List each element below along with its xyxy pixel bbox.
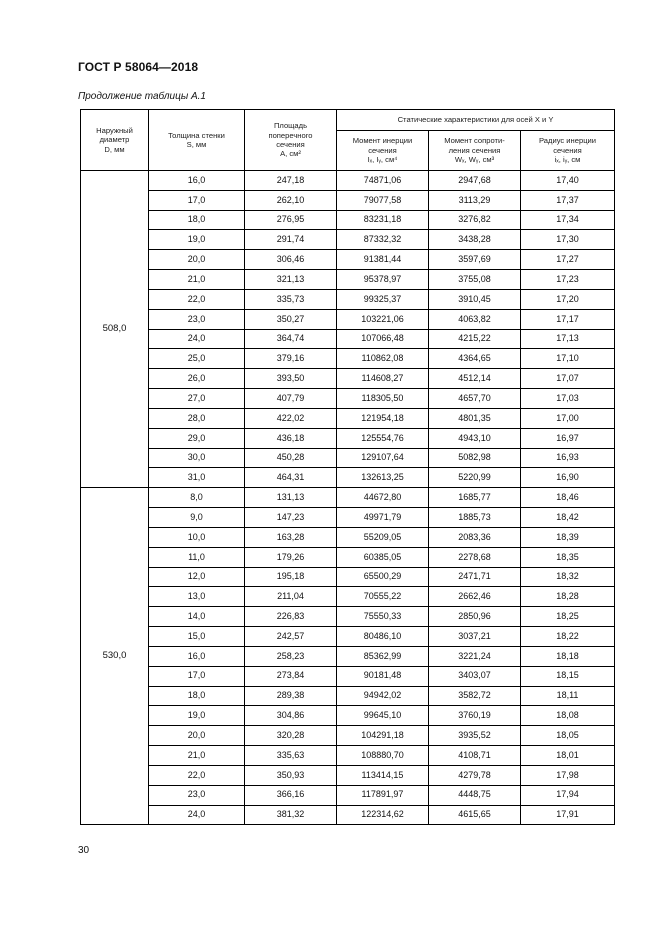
cell-moment-inertia: 113414,15 xyxy=(337,765,429,785)
cell-area: 320,28 xyxy=(245,726,337,746)
table-row xyxy=(81,726,615,746)
cell-area: 304,86 xyxy=(245,706,337,726)
cell-moment-inertia: 104291,18 xyxy=(337,726,429,746)
cell-moment-inertia: 60385,05 xyxy=(337,547,429,567)
cell-wall-thickness: 24,0 xyxy=(149,329,245,349)
table-row xyxy=(81,448,615,468)
table-row xyxy=(81,289,615,309)
cell-wall-thickness: 11,0 xyxy=(149,547,245,567)
table-row xyxy=(81,329,615,349)
cell-moment-inertia: 79077,58 xyxy=(337,190,429,210)
cell-radius-inertia: 17,91 xyxy=(521,805,615,825)
cell-area: 436,18 xyxy=(245,428,337,448)
cell-wall-thickness: 30,0 xyxy=(149,448,245,468)
table-body xyxy=(81,171,615,825)
cell-radius-inertia: 17,98 xyxy=(521,765,615,785)
page-number: 30 xyxy=(78,845,90,856)
cell-wall-thickness: 18,0 xyxy=(149,210,245,230)
cell-moment-resistance: 1885,73 xyxy=(429,508,521,528)
header-static-characteristics: Статические характеристики для осей X и Y xyxy=(337,110,615,131)
cell-moment-resistance: 4943,10 xyxy=(429,428,521,448)
cell-moment-resistance: 3582,72 xyxy=(429,686,521,706)
cell-moment-inertia: 103221,06 xyxy=(337,309,429,329)
cell-wall-thickness: 20,0 xyxy=(149,726,245,746)
cell-area: 422,02 xyxy=(245,408,337,428)
cell-area: 211,04 xyxy=(245,587,337,607)
cell-area: 289,38 xyxy=(245,686,337,706)
cell-moment-inertia: 125554,76 xyxy=(337,428,429,448)
cell-moment-inertia: 70555,22 xyxy=(337,587,429,607)
cell-area: 258,23 xyxy=(245,646,337,666)
cell-moment-inertia: 117891,97 xyxy=(337,785,429,805)
cell-moment-inertia: 75550,33 xyxy=(337,607,429,627)
document-header: ГОСТ Р 58064—2018 xyxy=(78,60,199,74)
table-row xyxy=(81,488,615,508)
cell-moment-inertia: 114608,27 xyxy=(337,369,429,389)
data-table xyxy=(80,109,615,825)
cell-moment-resistance: 3403,07 xyxy=(429,666,521,686)
cell-wall-thickness: 23,0 xyxy=(149,309,245,329)
cell-moment-inertia: 44672,80 xyxy=(337,488,429,508)
cell-wall-thickness: 16,0 xyxy=(149,171,245,191)
cell-moment-resistance: 4215,22 xyxy=(429,329,521,349)
cell-outer-diameter: 508,0 xyxy=(81,171,149,488)
table-row xyxy=(81,250,615,270)
cell-radius-inertia: 17,23 xyxy=(521,270,615,290)
cell-area: 163,28 xyxy=(245,527,337,547)
cell-moment-inertia: 99645,10 xyxy=(337,706,429,726)
cell-radius-inertia: 18,35 xyxy=(521,547,615,567)
cell-wall-thickness: 27,0 xyxy=(149,389,245,409)
cell-wall-thickness: 31,0 xyxy=(149,468,245,488)
table-row xyxy=(81,171,615,191)
cell-wall-thickness: 22,0 xyxy=(149,289,245,309)
cell-radius-inertia: 17,17 xyxy=(521,309,615,329)
cell-area: 364,74 xyxy=(245,329,337,349)
table-row xyxy=(81,270,615,290)
cell-wall-thickness: 9,0 xyxy=(149,508,245,528)
cell-moment-resistance: 3276,82 xyxy=(429,210,521,230)
table-row xyxy=(81,210,615,230)
cell-moment-resistance: 2083,36 xyxy=(429,527,521,547)
cell-wall-thickness: 28,0 xyxy=(149,408,245,428)
cell-wall-thickness: 23,0 xyxy=(149,785,245,805)
cell-moment-inertia: 65500,29 xyxy=(337,567,429,587)
header-moment-inertia: Момент инерции сечения Iₓ, Iᵧ, см⁴ xyxy=(337,131,429,171)
cell-moment-resistance: 3113,29 xyxy=(429,190,521,210)
cell-wall-thickness: 29,0 xyxy=(149,428,245,448)
cell-area: 273,84 xyxy=(245,666,337,686)
cell-moment-resistance: 5082,98 xyxy=(429,448,521,468)
cell-area: 226,83 xyxy=(245,607,337,627)
cell-wall-thickness: 14,0 xyxy=(149,607,245,627)
cell-wall-thickness: 8,0 xyxy=(149,488,245,508)
cell-radius-inertia: 17,07 xyxy=(521,369,615,389)
cell-moment-inertia: 132613,25 xyxy=(337,468,429,488)
cell-moment-resistance: 4448,75 xyxy=(429,785,521,805)
table-row xyxy=(81,666,615,686)
cell-wall-thickness: 19,0 xyxy=(149,706,245,726)
cell-radius-inertia: 17,10 xyxy=(521,349,615,369)
cell-radius-inertia: 17,13 xyxy=(521,329,615,349)
cell-radius-inertia: 18,15 xyxy=(521,666,615,686)
table-row xyxy=(81,230,615,250)
cell-radius-inertia: 18,25 xyxy=(521,607,615,627)
cell-area: 179,26 xyxy=(245,547,337,567)
table-caption: Продолжение таблицы А.1 xyxy=(78,91,206,102)
cell-moment-inertia: 80486,10 xyxy=(337,627,429,647)
cell-wall-thickness: 17,0 xyxy=(149,666,245,686)
cell-radius-inertia: 17,34 xyxy=(521,210,615,230)
cell-wall-thickness: 20,0 xyxy=(149,250,245,270)
cell-moment-resistance: 3597,69 xyxy=(429,250,521,270)
cell-moment-inertia: 108880,70 xyxy=(337,746,429,766)
cell-area: 407,79 xyxy=(245,389,337,409)
cell-moment-inertia: 55209,05 xyxy=(337,527,429,547)
cell-moment-resistance: 2947,68 xyxy=(429,171,521,191)
cell-moment-resistance: 2471,71 xyxy=(429,567,521,587)
cell-moment-resistance: 4108,71 xyxy=(429,746,521,766)
cell-wall-thickness: 18,0 xyxy=(149,686,245,706)
table-row xyxy=(81,607,615,627)
cell-moment-inertia: 118305,50 xyxy=(337,389,429,409)
cell-wall-thickness: 19,0 xyxy=(149,230,245,250)
cell-outer-diameter: 530,0 xyxy=(81,488,149,825)
table-row xyxy=(81,567,615,587)
cell-area: 291,74 xyxy=(245,230,337,250)
cell-area: 306,46 xyxy=(245,250,337,270)
cell-area: 321,13 xyxy=(245,270,337,290)
cell-wall-thickness: 24,0 xyxy=(149,805,245,825)
cell-radius-inertia: 17,94 xyxy=(521,785,615,805)
cell-wall-thickness: 26,0 xyxy=(149,369,245,389)
cell-radius-inertia: 18,18 xyxy=(521,646,615,666)
table-row xyxy=(81,785,615,805)
cell-moment-resistance: 5220,99 xyxy=(429,468,521,488)
cell-area: 366,16 xyxy=(245,785,337,805)
cell-radius-inertia: 18,46 xyxy=(521,488,615,508)
table-row xyxy=(81,369,615,389)
cell-moment-inertia: 122314,62 xyxy=(337,805,429,825)
table-row xyxy=(81,706,615,726)
cell-moment-resistance: 2850,96 xyxy=(429,607,521,627)
cell-moment-resistance: 2278,68 xyxy=(429,547,521,567)
header-area: Площадь поперечного сечения A, см² xyxy=(245,110,337,171)
cell-wall-thickness: 15,0 xyxy=(149,627,245,647)
cell-area: 393,50 xyxy=(245,369,337,389)
cell-radius-inertia: 18,28 xyxy=(521,587,615,607)
cell-area: 335,73 xyxy=(245,289,337,309)
cell-moment-resistance: 2662,46 xyxy=(429,587,521,607)
header-outer-diameter: Наружный диаметр D, мм xyxy=(81,110,149,171)
cell-radius-inertia: 17,37 xyxy=(521,190,615,210)
table-row xyxy=(81,746,615,766)
cell-radius-inertia: 18,39 xyxy=(521,527,615,547)
cell-wall-thickness: 10,0 xyxy=(149,527,245,547)
table-row xyxy=(81,508,615,528)
table-row xyxy=(81,190,615,210)
header-radius-inertia: Радиус инерции сечения iₓ, iᵧ, см xyxy=(521,131,615,171)
cell-radius-inertia: 17,40 xyxy=(521,171,615,191)
table-row xyxy=(81,408,615,428)
table-row xyxy=(81,389,615,409)
cell-wall-thickness: 16,0 xyxy=(149,646,245,666)
table-row xyxy=(81,468,615,488)
cell-moment-resistance: 4512,14 xyxy=(429,369,521,389)
cell-wall-thickness: 13,0 xyxy=(149,587,245,607)
table-row xyxy=(81,646,615,666)
cell-area: 247,18 xyxy=(245,171,337,191)
cell-wall-thickness: 12,0 xyxy=(149,567,245,587)
cell-wall-thickness: 17,0 xyxy=(149,190,245,210)
cell-radius-inertia: 18,08 xyxy=(521,706,615,726)
cell-moment-inertia: 121954,18 xyxy=(337,408,429,428)
cell-moment-inertia: 107066,48 xyxy=(337,329,429,349)
cell-radius-inertia: 17,30 xyxy=(521,230,615,250)
cell-radius-inertia: 18,42 xyxy=(521,508,615,528)
cell-radius-inertia: 16,97 xyxy=(521,428,615,448)
cell-radius-inertia: 18,01 xyxy=(521,746,615,766)
cell-moment-inertia: 94942,02 xyxy=(337,686,429,706)
cell-area: 350,93 xyxy=(245,765,337,785)
cell-moment-resistance: 4063,82 xyxy=(429,309,521,329)
cell-area: 276,95 xyxy=(245,210,337,230)
cell-moment-inertia: 91381,44 xyxy=(337,250,429,270)
cell-radius-inertia: 17,00 xyxy=(521,408,615,428)
cell-moment-inertia: 74871,06 xyxy=(337,171,429,191)
table-row xyxy=(81,627,615,647)
table-row xyxy=(81,587,615,607)
cell-radius-inertia: 18,05 xyxy=(521,726,615,746)
cell-moment-resistance: 4801,35 xyxy=(429,408,521,428)
cell-area: 450,28 xyxy=(245,448,337,468)
cell-radius-inertia: 17,20 xyxy=(521,289,615,309)
cell-radius-inertia: 16,90 xyxy=(521,468,615,488)
cell-radius-inertia: 16,93 xyxy=(521,448,615,468)
cell-moment-inertia: 83231,18 xyxy=(337,210,429,230)
cell-area: 147,23 xyxy=(245,508,337,528)
cell-area: 381,32 xyxy=(245,805,337,825)
cell-moment-resistance: 3755,08 xyxy=(429,270,521,290)
table-row xyxy=(81,309,615,329)
cell-moment-resistance: 4657,70 xyxy=(429,389,521,409)
cell-moment-resistance: 3760,19 xyxy=(429,706,521,726)
cell-moment-resistance: 4279,78 xyxy=(429,765,521,785)
table-row xyxy=(81,805,615,825)
cell-area: 262,10 xyxy=(245,190,337,210)
table-row xyxy=(81,547,615,567)
cell-radius-inertia: 18,11 xyxy=(521,686,615,706)
cell-area: 195,18 xyxy=(245,567,337,587)
cell-wall-thickness: 22,0 xyxy=(149,765,245,785)
table-row xyxy=(81,765,615,785)
cell-moment-inertia: 90181,48 xyxy=(337,666,429,686)
cell-moment-resistance: 3037,21 xyxy=(429,627,521,647)
cell-area: 379,16 xyxy=(245,349,337,369)
cell-wall-thickness: 21,0 xyxy=(149,270,245,290)
table-row xyxy=(81,686,615,706)
cell-area: 350,27 xyxy=(245,309,337,329)
table-row xyxy=(81,428,615,448)
cell-area: 131,13 xyxy=(245,488,337,508)
cell-moment-resistance: 4364,65 xyxy=(429,349,521,369)
cell-radius-inertia: 18,22 xyxy=(521,627,615,647)
cell-moment-resistance: 4615,65 xyxy=(429,805,521,825)
cell-moment-resistance: 1685,77 xyxy=(429,488,521,508)
table-row xyxy=(81,349,615,369)
cell-moment-resistance: 3221,24 xyxy=(429,646,521,666)
cell-moment-inertia: 110862,08 xyxy=(337,349,429,369)
cell-radius-inertia: 18,32 xyxy=(521,567,615,587)
cell-area: 464,31 xyxy=(245,468,337,488)
table-row xyxy=(81,527,615,547)
cell-radius-inertia: 17,03 xyxy=(521,389,615,409)
header-wall-thickness: Толщина стенки S, мм xyxy=(149,110,245,171)
cell-moment-resistance: 3935,52 xyxy=(429,726,521,746)
cell-wall-thickness: 21,0 xyxy=(149,746,245,766)
cell-moment-inertia: 95378,97 xyxy=(337,270,429,290)
cell-moment-inertia: 99325,37 xyxy=(337,289,429,309)
cell-radius-inertia: 17,27 xyxy=(521,250,615,270)
cell-moment-resistance: 3910,45 xyxy=(429,289,521,309)
cell-moment-inertia: 85362,99 xyxy=(337,646,429,666)
cell-moment-inertia: 87332,32 xyxy=(337,230,429,250)
cell-moment-inertia: 49971,79 xyxy=(337,508,429,528)
cell-area: 335,63 xyxy=(245,746,337,766)
header-moment-resistance: Момент сопроти- ления сечения Wₓ, Wᵧ, см³ xyxy=(429,131,521,171)
cell-moment-resistance: 3438,28 xyxy=(429,230,521,250)
cell-wall-thickness: 25,0 xyxy=(149,349,245,369)
cell-area: 242,57 xyxy=(245,627,337,647)
cell-moment-inertia: 129107,64 xyxy=(337,448,429,468)
